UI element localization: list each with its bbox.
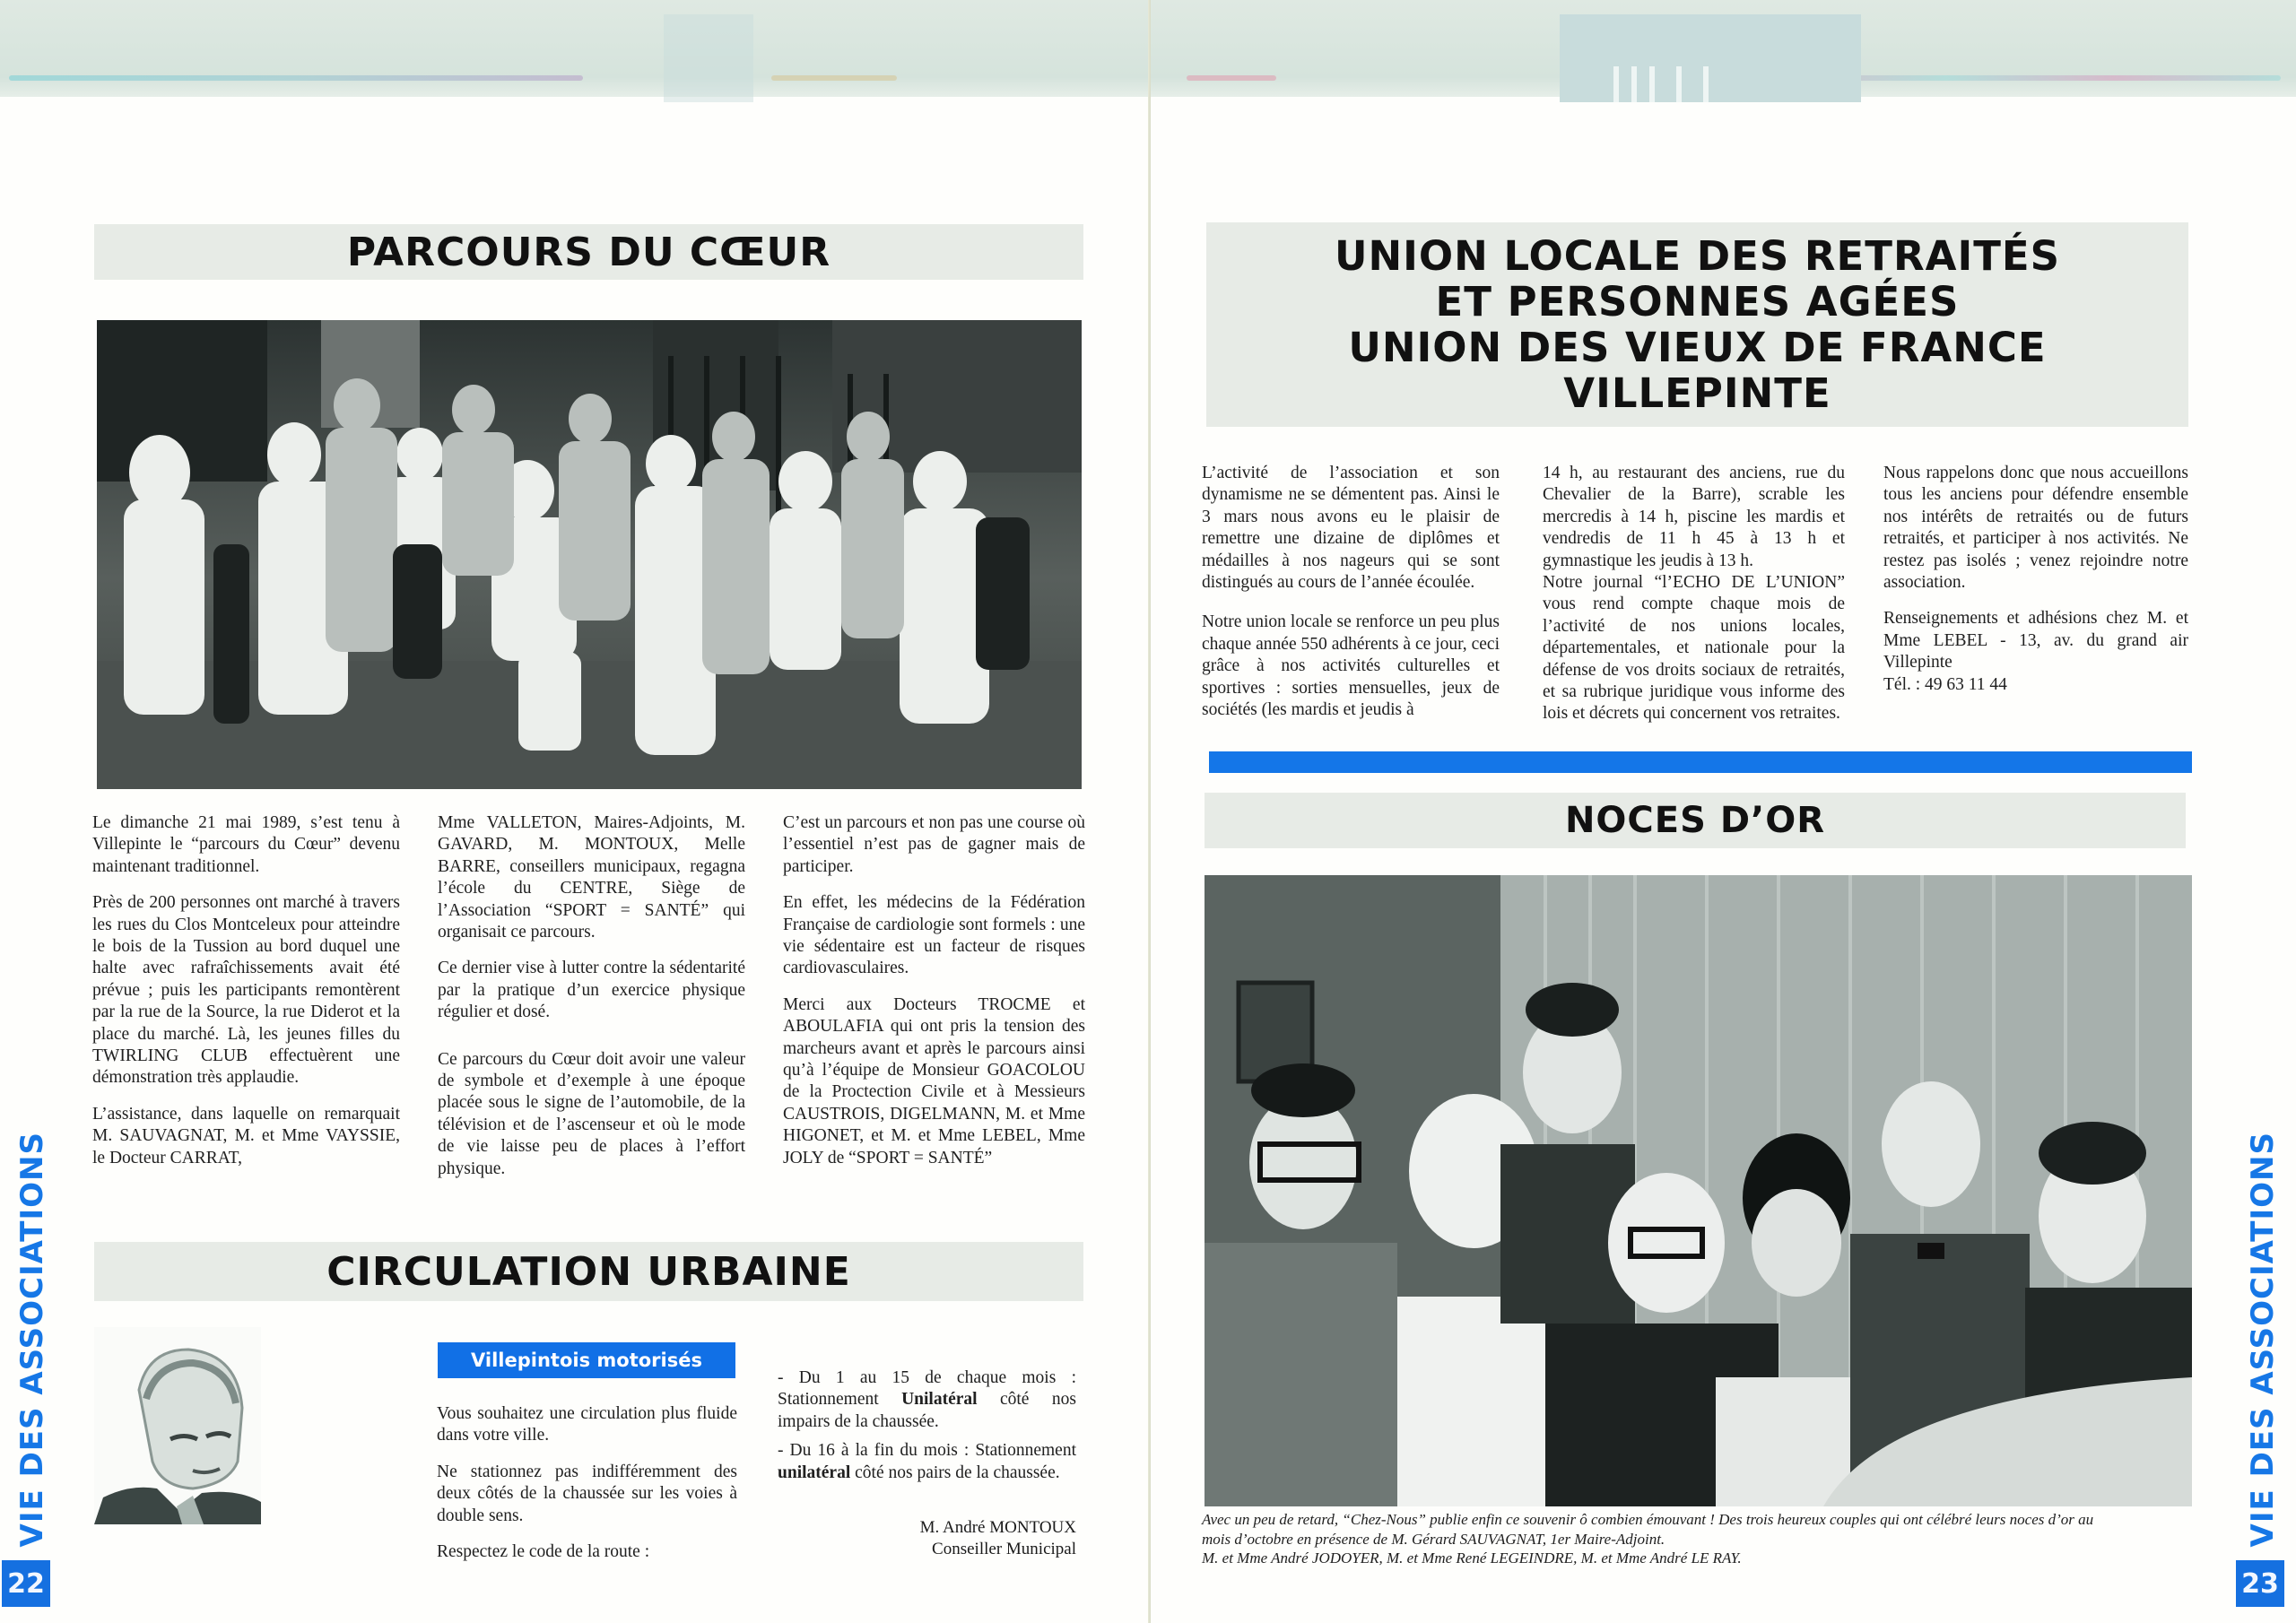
section-divider [1209,751,2192,773]
portrait-photo-icon [94,1327,261,1524]
decorative-wave [1187,75,1276,81]
section-label: VIE DES ASSOCIATIONS [14,1131,50,1547]
parking-rule-2 [778,1440,1076,1484]
circulation-column-2 [437,1403,737,1577]
rule-text: - Du 1 au 15 de chaque mois : Stationnement [778,1368,1076,1410]
union-title-line: ET PERSONNES AGÉES [1435,278,1960,325]
caption-line: mois d’octobre en présence de M. Gérard SAUVAGNAT, 1er Maire-Adjoint. [1202,1530,1665,1548]
top-print-band [1151,0,2296,97]
circulation-header [94,1242,1083,1301]
parcours-column-2 [438,812,745,1194]
parcours-title: PARCOURS DU CŒUR [346,229,831,275]
paragraph: Notre journal “l’ECHO DE L’UNION” vous rend compte chaque mois de l’activité de nos unions locales, départementales, et nationale pour la défense de vos droits sociaux de retraités, et sa rubrique juridique vous informe des lois et décrets qui concernent vos retraites. [1543,573,1845,724]
parcours-column-1 [92,812,400,1184]
section-tab-right [2236,1081,2290,1547]
caption-line: M. et Mme André JODOYER, M. et Mme René LEGEINDRE, M. et Mme André LE RAY. [1202,1549,1742,1567]
noces-title: NOCES D’OR [1564,800,1826,841]
show-through-block [1560,14,1861,102]
paragraph: Ce dernier vise à lutter contre la sédentarité par la pratique d’un exercice physique régulier et dosé. [438,959,745,1022]
paragraph: En effet, les médecins de la Fédération Française de cardiologie sont formels : une vie sédentaire est un facteur de risques cardiovasculaires. [783,893,1085,978]
circulation-title: CIRCULATION URBAINE [326,1248,851,1295]
section-label: VIE DES ASSOCIATIONS [2245,1131,2281,1547]
top-print-band [0,0,1151,97]
paragraph: Nous rappelons donc que nous accueillons tous les anciens pour défendre ensemble nos intérêts de retraités ou de futurs retraités, et participer à nos activités. Ne restez pas isolés ; venez rejoindre notre association. [1883,464,2188,593]
paragraph: Ne stationnez pas indifféremment des deux côtés de la chaussée sur les voies à double sens. [437,1462,737,1525]
noces-photo [1205,875,2192,1506]
paragraph: Ce parcours du Cœur doit avoir une valeur de symbole et d’exemple à une époque placée sous le signe de l’automobile, de la télévision et de l’ascenseur et où le mode de vie laisse peu de places à l’effort physique. [438,1049,745,1178]
union-title [1335,233,2060,416]
paragraph: C’est un parcours et non pas une course où l’essentiel n’est pas de gagner mais de participer. [783,813,1085,876]
paragraph: Le dimanche 21 mai 1989, s’est tenu à Villepinte le “parcours du Cœur” devenu maintenant traditionnel. [92,813,400,876]
union-title-line: VILLEPINTE [1563,369,1831,417]
paragraph: Renseignements et adhésions chez M. et Mme LEBEL - 13, av. du grand air Villepinte [1883,609,2188,673]
rule-emphasis: Unilatéral [901,1390,978,1410]
union-title-line: UNION LOCALE DES RETRAITÉS [1334,232,2061,280]
noces-caption [1202,1510,2197,1568]
phone: Tél. : 49 63 11 44 [1883,674,2007,694]
page-number: 23 [2236,1560,2284,1607]
portrait-photo [94,1327,261,1524]
paragraph: Près de 200 personnes ont marché à travers les rues du Clos Montceleux pour atteindre le bois de la Tussion au bord duquel une halte avec rafraîchissements avait été prévue ; puis les participants remontèrent par la rue de la Source, la rue Diderot et la place du marché. Là, les jeunes filles du TWIRLING CLUB effectuèrent une démonstration très applaudie. [92,893,400,1088]
decorative-wave [9,75,583,81]
paragraph: L’assistance, dans laquelle on remarquait M. SAUVAGNAT, M. et Mme VAYSSIE, le Docteur CARRAT, [92,1104,400,1167]
paragraph: 14 h, au restaurant des anciens, rue du Chevalier de la Barre), scrable les mercredis à 14 h, piscine les mardis et vendredis de 11 h 45 à 13 h et gymnastique les jeudis à 13 h. [1543,464,1845,570]
paragraph: Mme VALLETON, Maires-Adjoints, M. GAVARD, M. MONTOUX, Melle BARRE, conseillers municipaux, regagna l’école du CENTRE, Siège de l’Association “SPORT = SANTÉ” qui organisait ce parcours. [438,813,745,942]
photo-walkers-icon [97,320,1082,789]
parcours-photo [97,320,1082,789]
paragraph: Respectez le code de la route : [437,1542,650,1562]
rule-emphasis: unilatéral [778,1462,851,1482]
paragraph: Merci aux Docteurs TROCME et ABOULAFIA qui ont pris la tension des marcheurs avant et après le parcours ainsi qu’à l’équipe de Monsieur GOACOLOU de la Proctection Civile et à Messieurs CAUSTROIS, DIGELMANN, M. et Mme HIGONET, et M. et Mme LEBEL, Mme JOLY de “SPORT = SANTÉ” [783,994,1085,1167]
section-tab-left [5,1081,59,1547]
caption-line: Avec un peu de retard, “Chez-Nous” publie enfin ce souvenir ô combien émouvant ! Des trois heureux couples qui ont célébré leurs noces d’or au [1202,1511,2094,1528]
parcours-header [94,224,1083,280]
signature-role: Conseiller Municipal [932,1540,1076,1558]
paragraph: L’activité de l’association et son dynamisme ne se démentent pas. Ainsi le 3 mars nous avons eu le plaisir de remettre une dizaine de diplômes et médailles à nos nageurs qui se sont distingués au cours de l’année écoulée. [1202,464,1500,593]
circulation-column-3 [778,1367,1076,1498]
villepintois-motorises-label: Villepintois motorisés [438,1342,735,1378]
photo-couples-icon [1205,875,2192,1506]
right-page [1151,0,2296,1623]
parking-rule-1 [778,1367,1076,1433]
paragraph: Notre union locale se renforce un peu plus chaque année 550 adhérents à ce jour, ceci grâce à nos activités culturelles et sportives : sorties mensuelles, jeux de sociétés (les mardis et jeudis à [1202,612,1500,720]
union-column-3 [1883,463,2188,710]
rule-text: côté nos pairs de la chaussée. [850,1462,1060,1482]
paragraph: Vous souhaitez une circulation plus fluide dans votre ville. [437,1404,737,1445]
union-column-2 [1543,463,1845,740]
union-header [1206,222,2188,427]
decorative-wave [771,75,897,81]
signature [807,1517,1076,1560]
page-number: 22 [2,1560,50,1607]
rule-text: côté nos impairs de la chaussée. [778,1390,1076,1431]
show-through-block [664,14,753,102]
union-title-line: UNION DES VIEUX DE FRANCE [1348,324,2047,371]
signature-name: M. André MONTOUX [919,1518,1076,1537]
parcours-column-3 [783,812,1085,1184]
rule-text: - Du 16 à la fin du mois : Stationnement [778,1441,1076,1461]
noces-header [1205,793,2186,848]
union-column-1 [1202,463,1500,735]
